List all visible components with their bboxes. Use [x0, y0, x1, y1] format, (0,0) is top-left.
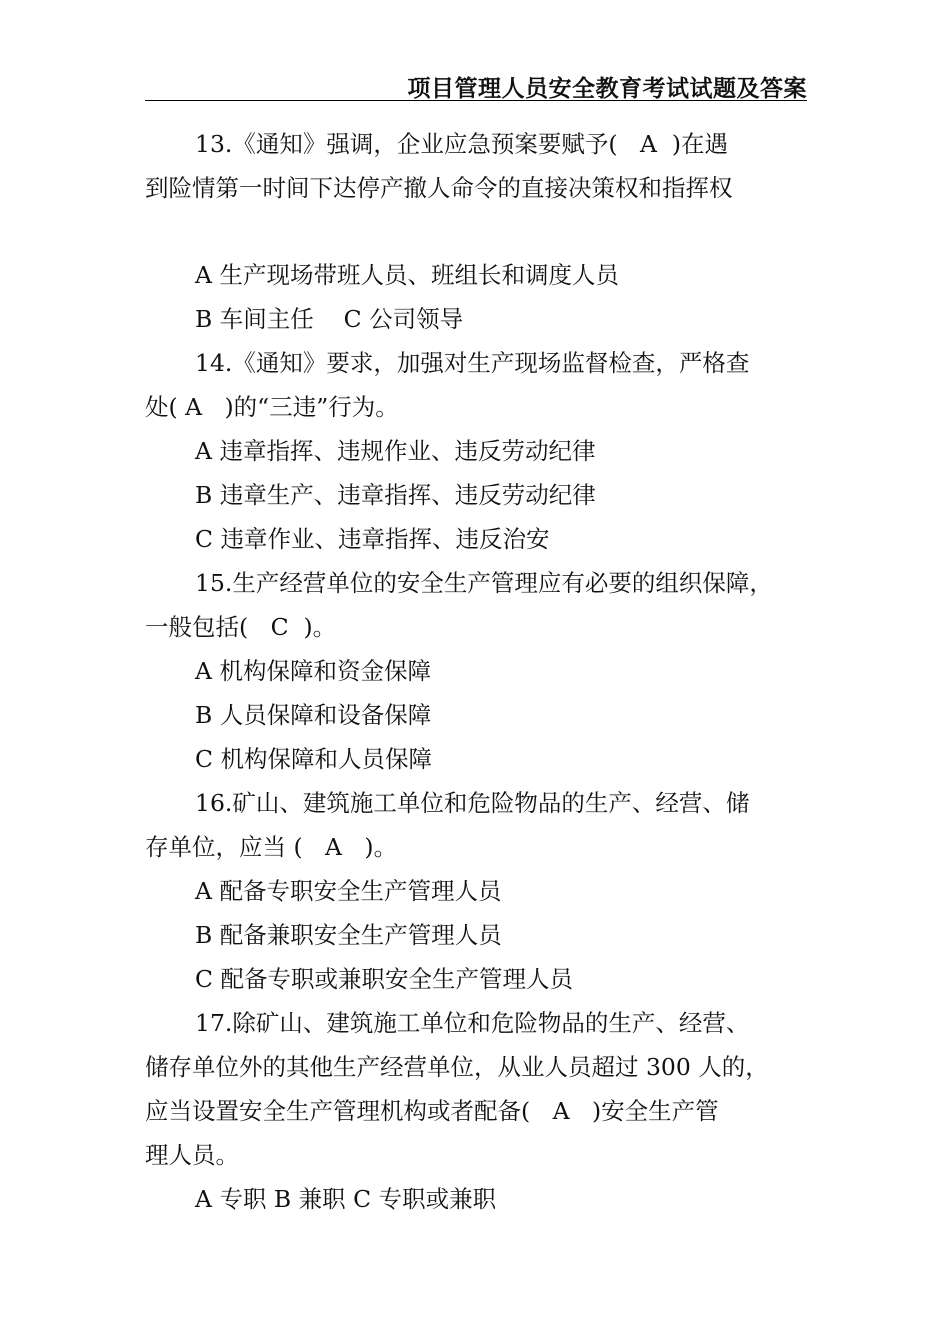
question-stem-line: 储存单位外的其他生产经营单位，从业人员超过 300 人的， — [145, 1053, 769, 1081]
question-stem-line: 14.《通知》要求，加强对生产现场监督检查，严格查 — [195, 349, 750, 377]
question-stem-line: 处( A )的“三违”行为。 — [145, 393, 399, 421]
answer-option: B 违章生产、违章指挥、违反劳动纪律 — [195, 481, 596, 509]
paragraph-gap — [145, 210, 815, 253]
question-stem-line: 16.矿山、建筑施工单位和危险物品的生产、经营、储 — [195, 789, 750, 817]
answer-option: C 配备专职或兼职安全生产管理人员 — [195, 965, 573, 993]
question-17 — [145, 1001, 815, 1221]
answer-option: B 配备兼职安全生产管理人员 — [195, 921, 502, 949]
answer-option: B 车间主任 C 公司领导 — [195, 305, 464, 333]
document-body — [145, 122, 815, 1221]
answer-option: C 机构保障和人员保障 — [195, 745, 432, 773]
question-stem-line: 理人员。 — [145, 1141, 239, 1169]
question-16 — [145, 781, 815, 1001]
question-stem-line: 存单位，应当 ( A )。 — [145, 833, 398, 861]
question-stem-line: 应当设置安全生产管理机构或者配备( A )安全生产管 — [145, 1097, 719, 1125]
answer-option: A 配备专职安全生产管理人员 — [195, 877, 502, 905]
question-14 — [145, 341, 815, 561]
question-stem-line: 15.生产经营单位的安全生产管理应有必要的组织保障， — [195, 569, 773, 597]
question-stem-line: 17.除矿山、建筑施工单位和危险物品的生产、经营、 — [195, 1009, 750, 1037]
question-stem-line: 一般包括( C )。 — [145, 613, 337, 641]
answer-option: A 机构保障和资金保障 — [195, 657, 431, 685]
page-title: 项目管理人员安全教育考试试题及答案 — [407, 76, 807, 102]
answer-option: B 人员保障和设备保障 — [195, 701, 432, 729]
answer-option: A 违章指挥、违规作业、违反劳动纪律 — [195, 437, 596, 465]
question-stem-line: 到险情第一时间下达停产撤人命令的直接决策权和指挥权 — [145, 174, 733, 202]
question-15 — [145, 561, 815, 781]
question-13 — [145, 122, 815, 341]
page-header — [145, 66, 807, 101]
answer-option: A 生产现场带班人员、班组长和调度人员 — [195, 261, 619, 289]
question-stem-line: 13.《通知》强调，企业应急预案要赋予( A )在遇 — [195, 130, 729, 158]
answer-option: A 专职 B 兼职 C 专职或兼职 — [195, 1185, 497, 1213]
answer-option: C 违章作业、违章指挥、违反治安 — [195, 525, 550, 553]
